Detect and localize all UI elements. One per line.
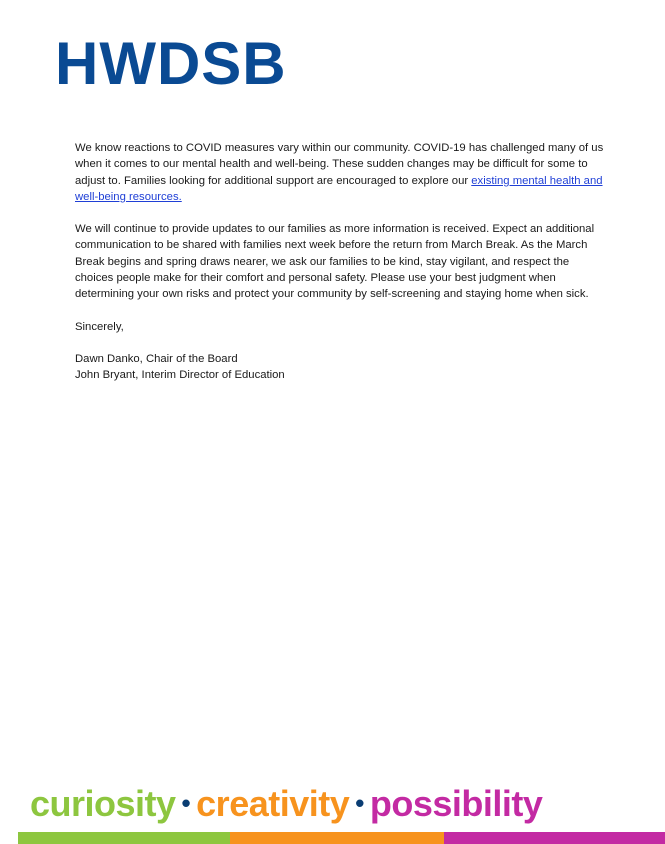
footer-bar-purple — [444, 832, 665, 844]
tagline-creativity: creativity — [196, 783, 350, 824]
footer-bar-green — [18, 832, 230, 844]
signatory-chair: Dawn Danko, Chair of the Board — [75, 352, 238, 365]
tagline-separator-1: • — [181, 788, 191, 818]
signature-block — [75, 351, 605, 384]
mental-health-resources-link[interactable]: existing mental health and well-being resources. — [75, 174, 603, 203]
signatory-director: John Bryant, Interim Director of Education — [75, 369, 285, 382]
letter-body — [75, 140, 605, 384]
paragraph-mental-health-text: We know reactions to COVID measures vary within our community. COVID-19 has challenged many of us when it comes to our mental health and well-being. These sudden changes may be difficult for some to adjust to. Families looking for additional support are encouraged to explore our — [75, 142, 604, 187]
tagline-separator-2: • — [355, 788, 364, 818]
tagline-words — [30, 783, 543, 824]
closing: Sincerely, — [75, 320, 124, 333]
tagline-curiosity: curiosity — [30, 783, 176, 824]
paragraph-mental-health — [75, 140, 605, 205]
footer-tagline — [0, 782, 665, 844]
tagline-possibility: possibility — [369, 783, 543, 824]
hwdsb-logo: HWDSB — [55, 30, 287, 97]
footer-bar-orange — [230, 832, 444, 844]
paragraph-updates: We will continue to provide updates to our families as more information is received. Expect an additional communication to be shared with families next week before the return from March Break. As the March Break begins and spring draws nearer, we ask our families to be kind, stay vigilant, and respect the choices people make for their comfort and personal safety. Please use your best judgment when determining your own risks and protect your community by self-screening and staying home when sick. — [75, 223, 595, 301]
